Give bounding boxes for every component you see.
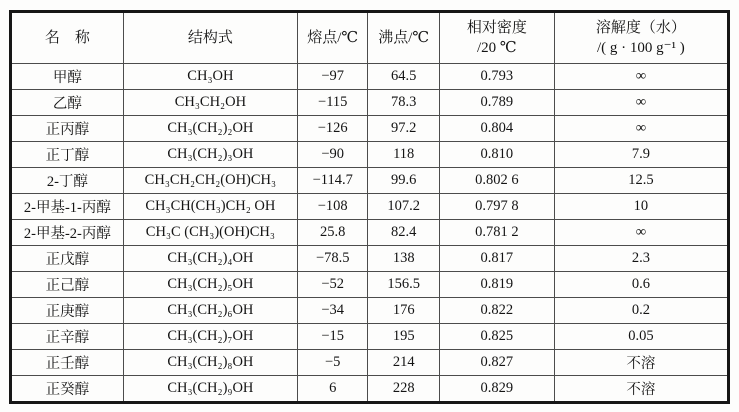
table-row: [11, 272, 729, 298]
cell-formula: CH₃(CH₂)₂OH: [123, 116, 297, 142]
cell-boiling-point: 214: [368, 350, 439, 376]
cell-density: 0.810: [439, 142, 554, 168]
cell-melting-point: 25.8: [297, 220, 367, 246]
col-header-boiling-point: 沸点/℃: [368, 12, 439, 64]
table-row: [11, 220, 729, 246]
table-row: [11, 64, 729, 90]
cell-formula: CH₃CH₂OH: [123, 90, 297, 116]
cell-name: 乙醇: [11, 90, 124, 116]
alcohol-properties-table: [9, 10, 730, 404]
cell-solubility: 0.05: [554, 324, 728, 350]
cell-formula: CH₃CH(CH₃)CH₂ OH: [123, 194, 297, 220]
cell-solubility: ∞: [554, 64, 728, 90]
cell-melting-point: −97: [297, 64, 367, 90]
cell-solubility: 7.9: [554, 142, 728, 168]
cell-boiling-point: 176: [368, 298, 439, 324]
cell-name: 2-甲基-2-丙醇: [11, 220, 124, 246]
cell-solubility: ∞: [554, 116, 728, 142]
table-row: [11, 168, 729, 194]
cell-boiling-point: 195: [368, 324, 439, 350]
table-row: [11, 116, 729, 142]
table-row: [11, 246, 729, 272]
cell-melting-point: −126: [297, 116, 367, 142]
cell-density: 0.819: [439, 272, 554, 298]
cell-name: 正己醇: [11, 272, 124, 298]
cell-melting-point: −90: [297, 142, 367, 168]
col-header-solubility-line1: 溶解度（水）: [595, 19, 686, 36]
col-header-melting-point: 熔点/℃: [297, 12, 367, 64]
cell-melting-point: −115: [297, 90, 367, 116]
table-row: [11, 194, 729, 220]
cell-solubility: 不溶: [554, 350, 728, 376]
cell-boiling-point: 228: [368, 376, 439, 403]
col-header-solubility: [554, 12, 728, 64]
col-header-formula: 结构式: [123, 12, 297, 64]
table-row: [11, 324, 729, 350]
cell-name: 正庚醇: [11, 298, 124, 324]
table-header: [11, 12, 729, 64]
cell-boiling-point: 99.6: [368, 168, 439, 194]
cell-solubility: 2.3: [554, 246, 728, 272]
cell-boiling-point: 107.2: [368, 194, 439, 220]
cell-melting-point: 6: [297, 376, 367, 403]
table-row: [11, 298, 729, 324]
cell-solubility: 12.5: [554, 168, 728, 194]
col-header-solubility-line2: /( g · 100 g⁻¹ ): [596, 40, 685, 56]
cell-melting-point: −5: [297, 350, 367, 376]
col-header-name: 名 称: [11, 12, 124, 64]
cell-formula: CH₃(CH₂)₄OH: [123, 246, 297, 272]
cell-solubility: 10: [554, 194, 728, 220]
header-row: [11, 12, 729, 64]
cell-density: 0.793: [439, 64, 554, 90]
table-row: [11, 350, 729, 376]
cell-name: 正辛醇: [11, 324, 124, 350]
table-row: [11, 376, 729, 403]
col-header-density-line1: 相对密度: [466, 19, 527, 36]
cell-name: 正丁醇: [11, 142, 124, 168]
cell-solubility: ∞: [554, 90, 728, 116]
cell-density: 0.804: [439, 116, 554, 142]
cell-boiling-point: 138: [368, 246, 439, 272]
cell-solubility: 不溶: [554, 376, 728, 403]
cell-solubility: 0.2: [554, 298, 728, 324]
cell-name: 正癸醇: [11, 376, 124, 403]
cell-melting-point: −34: [297, 298, 367, 324]
cell-boiling-point: 156.5: [368, 272, 439, 298]
cell-melting-point: −108: [297, 194, 367, 220]
cell-formula: CH₃CH₂CH₂(OH)CH₃: [123, 168, 297, 194]
col-header-density: [439, 12, 554, 64]
col-header-density-line2: /20 ℃: [477, 40, 517, 56]
cell-formula: CH₃(CH₂)₅OH: [123, 272, 297, 298]
cell-name: 正丙醇: [11, 116, 124, 142]
table-row: [11, 90, 729, 116]
cell-name: 甲醇: [11, 64, 124, 90]
cell-solubility: 0.6: [554, 272, 728, 298]
cell-density: 0.802 6: [439, 168, 554, 194]
cell-density: 0.797 8: [439, 194, 554, 220]
cell-melting-point: −52: [297, 272, 367, 298]
table-body: [11, 64, 729, 403]
cell-formula: CH₃(CH₂)₃OH: [123, 142, 297, 168]
cell-boiling-point: 82.4: [368, 220, 439, 246]
table-row: [11, 142, 729, 168]
cell-boiling-point: 78.3: [368, 90, 439, 116]
cell-solubility: ∞: [554, 220, 728, 246]
cell-formula: CH₃(CH₂)₆OH: [123, 298, 297, 324]
cell-formula: CH₃(CH₂)₈OH: [123, 350, 297, 376]
cell-name: 2-丁醇: [11, 168, 124, 194]
cell-name: 正戊醇: [11, 246, 124, 272]
cell-melting-point: −15: [297, 324, 367, 350]
cell-formula: CH₃OH: [123, 64, 297, 90]
cell-formula: CH₃(CH₂)₇OH: [123, 324, 297, 350]
cell-boiling-point: 118: [368, 142, 439, 168]
cell-melting-point: −78.5: [297, 246, 367, 272]
cell-formula: CH₃(CH₂)₉OH: [123, 376, 297, 403]
cell-density: 0.825: [439, 324, 554, 350]
cell-melting-point: −114.7: [297, 168, 367, 194]
cell-density: 0.829: [439, 376, 554, 403]
cell-name: 正壬醇: [11, 350, 124, 376]
cell-formula: CH₃C (CH₃)(OH)CH₃: [123, 220, 297, 246]
cell-density: 0.789: [439, 90, 554, 116]
cell-boiling-point: 97.2: [368, 116, 439, 142]
cell-density: 0.822: [439, 298, 554, 324]
cell-boiling-point: 64.5: [368, 64, 439, 90]
cell-density: 0.827: [439, 350, 554, 376]
cell-density: 0.817: [439, 246, 554, 272]
cell-name: 2-甲基-1-丙醇: [11, 194, 124, 220]
cell-density: 0.781 2: [439, 220, 554, 246]
